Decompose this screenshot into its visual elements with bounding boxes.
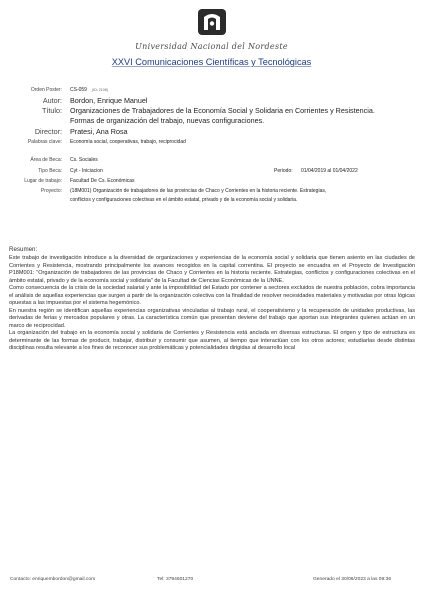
palabras-label: Palabras clave: xyxy=(27,139,62,145)
resumen-paragraph-3: En nuestra región se identifican aquellas experiencias organizativas vinculadas al trabajo rural, el cooperativismo y la recuperación de unidades productivas, las derivadas de ferias y mercados populares y otras. La característica común que presentan deviene del trabajo que aportan sus integrantes quienes actúan en un marco de reciprocidad. xyxy=(9,307,415,329)
palabras-value: Economía social, cooperativas, trabajo, reciprocidad xyxy=(70,139,186,145)
orden-id: (ID: 2108) xyxy=(92,88,108,92)
university-name: Universidad Nacional del Nordeste xyxy=(135,42,288,51)
resumen-paragraph-4: La organización del trabajo en la economía social y solidaria de Corrientes y Resistencia está anclada en diversas estructuras. El origen y tipo de estructura es determinante de las formas de producir, trabajar, distribuir y consumir que asumen, al tiempo que interactúan con los otros actores; estudiarlas desde distintas disciplinas resulta relevante a los fines de reconocer sus problemáticas y potencialidades dirigidas al desarrollo local xyxy=(9,330,415,351)
director-value: Pratesi, Ana Rosa xyxy=(70,127,128,136)
area-label: Área de Beca: xyxy=(30,157,62,163)
proyecto-line1: (18M001) Organización de trabajadores de las provincias de Chaco y Corrientes en la historia reciente. Estrategias, xyxy=(70,188,327,194)
footer-generated: Generado el 30/06/2023 a las 09:36 xyxy=(313,577,392,582)
director-label: Director: xyxy=(34,127,62,136)
titulo-line2: Formas de organización del trabajo, nuevas configuraciones. xyxy=(70,116,265,125)
resumen-paragraph-1: Este trabajo de investigación introduce a la diversidad de organizaciones y experiencias de la economía social y solidaria que tienen asiento en las ciudades de Corrientes y Resistencia, mostrando principalmente los avances recogidos en la capital correntina. El proyecto se encuadra en el Proyecto de Investigación P18M001: "Organización de trabajadores de las provincias de Chaco y Corrientes en la historia reciente. Estrategias, conflictos y configuraciones colectivas en el ámbito estatal, privado y de la economía social y solidaria" de la Facultad de Ciencias Económicas de la UNNE. xyxy=(9,255,415,284)
proyecto-label: Proyecto: xyxy=(40,188,62,194)
unne-logo-icon xyxy=(197,8,227,36)
tipo-label: Tipo Beca: xyxy=(38,168,62,174)
lugar-label: Lugar de trabajo: xyxy=(24,178,62,184)
autor-label: Autor: xyxy=(42,96,62,105)
event-title: XXVI Comunicaciones Científicas y Tecnológicas xyxy=(111,57,312,67)
periodo-value: 01/04/2019 al 01/04/2022 xyxy=(301,168,358,174)
titulo-line1: Organizaciones de Trabajadores de la Economía Social y Solidaria en Corrientes y Resistencia. xyxy=(70,106,375,115)
periodo-label: Periodo: xyxy=(274,168,293,174)
titulo-label: Título: xyxy=(42,106,62,115)
lugar-value: Facultad De Cs. Económicas xyxy=(70,178,135,184)
orden-value: CS-059 xyxy=(70,87,87,93)
resumen-paragraph-2: Como consecuencia de la crisis de la sociedad salarial y ante la imposibilidad del Estado por contener a sectores excluidos de nuestra población, cobra importancia el análisis de aquellas experiencias que surgen a partir de la organización colectiva con la finalidad de resolver necesidades materiales y motivadas por otras lógicas opuestas a las impuestas por el sistema hegemónico. xyxy=(9,285,415,306)
proyecto-line2: conflictos y configuraciones colectivas en el ámbito estatal, privado y de la economía social y solidaria. xyxy=(70,197,298,203)
autor-value: Bordon, Enrique Manuel xyxy=(70,96,148,105)
orden-label: Orden Poster: xyxy=(30,87,62,93)
resumen-heading: Resumen: xyxy=(9,246,38,253)
footer-tel: Tel: 3794601270 xyxy=(157,577,194,582)
resumen-body xyxy=(9,255,415,353)
area-value: Cs. Sociales xyxy=(70,157,98,163)
tipo-value: Cyt - Iniciacion xyxy=(70,168,103,174)
footer-contact: Contacto: enriquembordon@gmail.com xyxy=(10,577,96,582)
